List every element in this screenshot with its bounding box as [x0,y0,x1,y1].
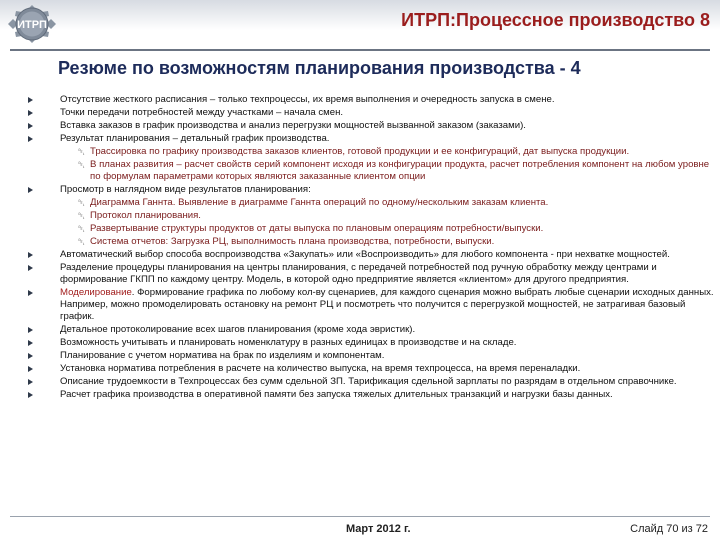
bullet-text: Разделение процедуры планирования на центры планирования, с передачей потребностей под ручную обработку между центрами и формирование ГКПП по каждому центру. Модель, в которой одно предприятие является «клиентом» для другого предприятия. [60,262,657,285]
bullet-item [14,350,714,362]
bullet-text: Результат планирования – детальный график производства. [60,133,330,144]
bullet-text: Детальное протоколирование всех шагов планирования (кроме хода эвристик). [60,324,416,335]
itrp-logo-icon [4,4,60,44]
sub-bullet-text: Диаграмма Ганнта. Выявление в диаграмме Ганнта операций по одному/нескольким заказам клиента. [90,197,549,208]
sub-bullet-text: Система отчетов: Загрузка РЦ, выполнимость плана производства, потребности, выпуски. [90,236,495,247]
bullet-item [14,376,714,388]
bullet-text: . Формирование графика по любому кол-ву сценариев, для каждого сценария можно выбрать любые сценарии исходных данных. Например, можно промоделировать остановку на ремонт РЦ и посмотреть что получится с перегрузкой мощностей, не затрагивая базовый график. [60,287,714,322]
bullet-arrow-icon [28,136,33,142]
bullet-arrow-icon [28,366,33,372]
slide-content [14,94,714,402]
sub-bullet-text: В планах развития – расчет свойств серий компонент исходя из конфигурации продукта, расчет потребления компонент на любом уровне по формулам параметрами которых являются заказанные клиентом опции [90,159,710,182]
sub-bullet-item [14,197,714,209]
bullet-text: Возможность учитывать и планировать номенклатуру в разных единицах в производстве и на складе. [60,337,517,348]
bullet-arrow-icon [28,252,33,258]
footer-date: Март 2012 г. [346,523,411,535]
header-divider [10,49,710,51]
sub-bullet-icon: ␡ [78,147,86,157]
bullet-text: Автоматический выбор способа воспроизводства «Закупать» или «Воспроизводить» для любого компонента - при нехватке мощностей. [60,249,670,260]
bullet-text: Отсутствие жесткого расписания – только техпроцессы, их время выполнения и очередность запуска в смене. [60,94,555,105]
presentation-title: ИТРП:Процессное производство 8 [401,10,710,30]
bullet-item [14,94,714,106]
sub-bullet-icon: ␡ [78,198,86,208]
slide-title: Резюме по возможностям планирования производства - 4 [58,58,581,78]
sub-bullet-icon: ␡ [78,237,86,247]
bullet-item [14,287,714,323]
bullet-arrow-icon [28,327,33,333]
bullet-item [14,324,714,336]
bullet-item [14,262,714,286]
bullet-arrow-icon [28,379,33,385]
bullet-text: Установка норматива потребления в расчете на количество выпуска, на время техпроцесса, на время переналадки. [60,363,581,374]
bullet-item [14,133,714,145]
bullet-arrow-icon [28,353,33,359]
sub-bullet-item [14,223,714,235]
bullet-text: Вставка заказов в график производства и анализ перегрузки мощностей вызванной заказом (заказами). [60,120,526,131]
bullet-item [14,107,714,119]
slide-footer [0,516,720,540]
logo-text: ИТРП [17,19,47,31]
bullet-arrow-icon [28,340,33,346]
bullet-item [14,363,714,375]
footer-divider [10,516,710,517]
sub-bullet-text: Протокол планирования. [90,210,201,221]
bullet-item [14,184,714,196]
bullet-item [14,337,714,349]
bullet-text: Описание трудоемкости в Техпроцессах без сумм сдельной ЗП. Тарификация сдельной зарплаты по разрядам в отдельном справочнике. [60,376,677,387]
sub-bullet-icon: ␡ [78,211,86,221]
bullet-item [14,389,714,401]
sub-bullet-icon: ␡ [78,160,86,170]
bullet-arrow-icon [28,187,33,193]
slide-header [0,0,720,50]
bullet-arrow-icon [28,392,33,398]
sub-bullet-item [14,146,714,158]
bullet-text: Планирование с учетом норматива на брак по изделиям и компонентам. [60,350,385,361]
bullet-arrow-icon [28,123,33,129]
bullet-text: Точки передачи потребностей между участками – начала смен. [60,107,344,118]
sub-bullet-item [14,159,714,183]
highlighted-term: Моделирование [60,287,132,298]
sub-bullet-text: Развертывание структуры продуктов от даты выпуска по плановым операциям потребности/выпуски. [90,223,544,234]
bullet-arrow-icon [28,290,33,296]
sub-bullet-item [14,210,714,222]
sub-bullet-item [14,236,714,248]
bullet-item [14,120,714,132]
bullet-item [14,249,714,261]
sub-bullet-text: Трассировка по графику производства заказов клиентов, готовой продукции и ее конфигураций, дат выпуска продукции. [90,146,630,157]
sub-bullet-icon: ␡ [78,224,86,234]
bullet-arrow-icon [28,265,33,271]
bullet-arrow-icon [28,97,33,103]
slide-number: Слайд 70 из 72 [630,523,708,535]
bullet-text: Расчет графика производства в оперативной памяти без запуска тяжелых длительных транзакций и нагрузки базы данных. [60,389,613,400]
bullet-arrow-icon [28,110,33,116]
bullet-text: Просмотр в наглядном виде результатов планирования: [60,184,311,195]
